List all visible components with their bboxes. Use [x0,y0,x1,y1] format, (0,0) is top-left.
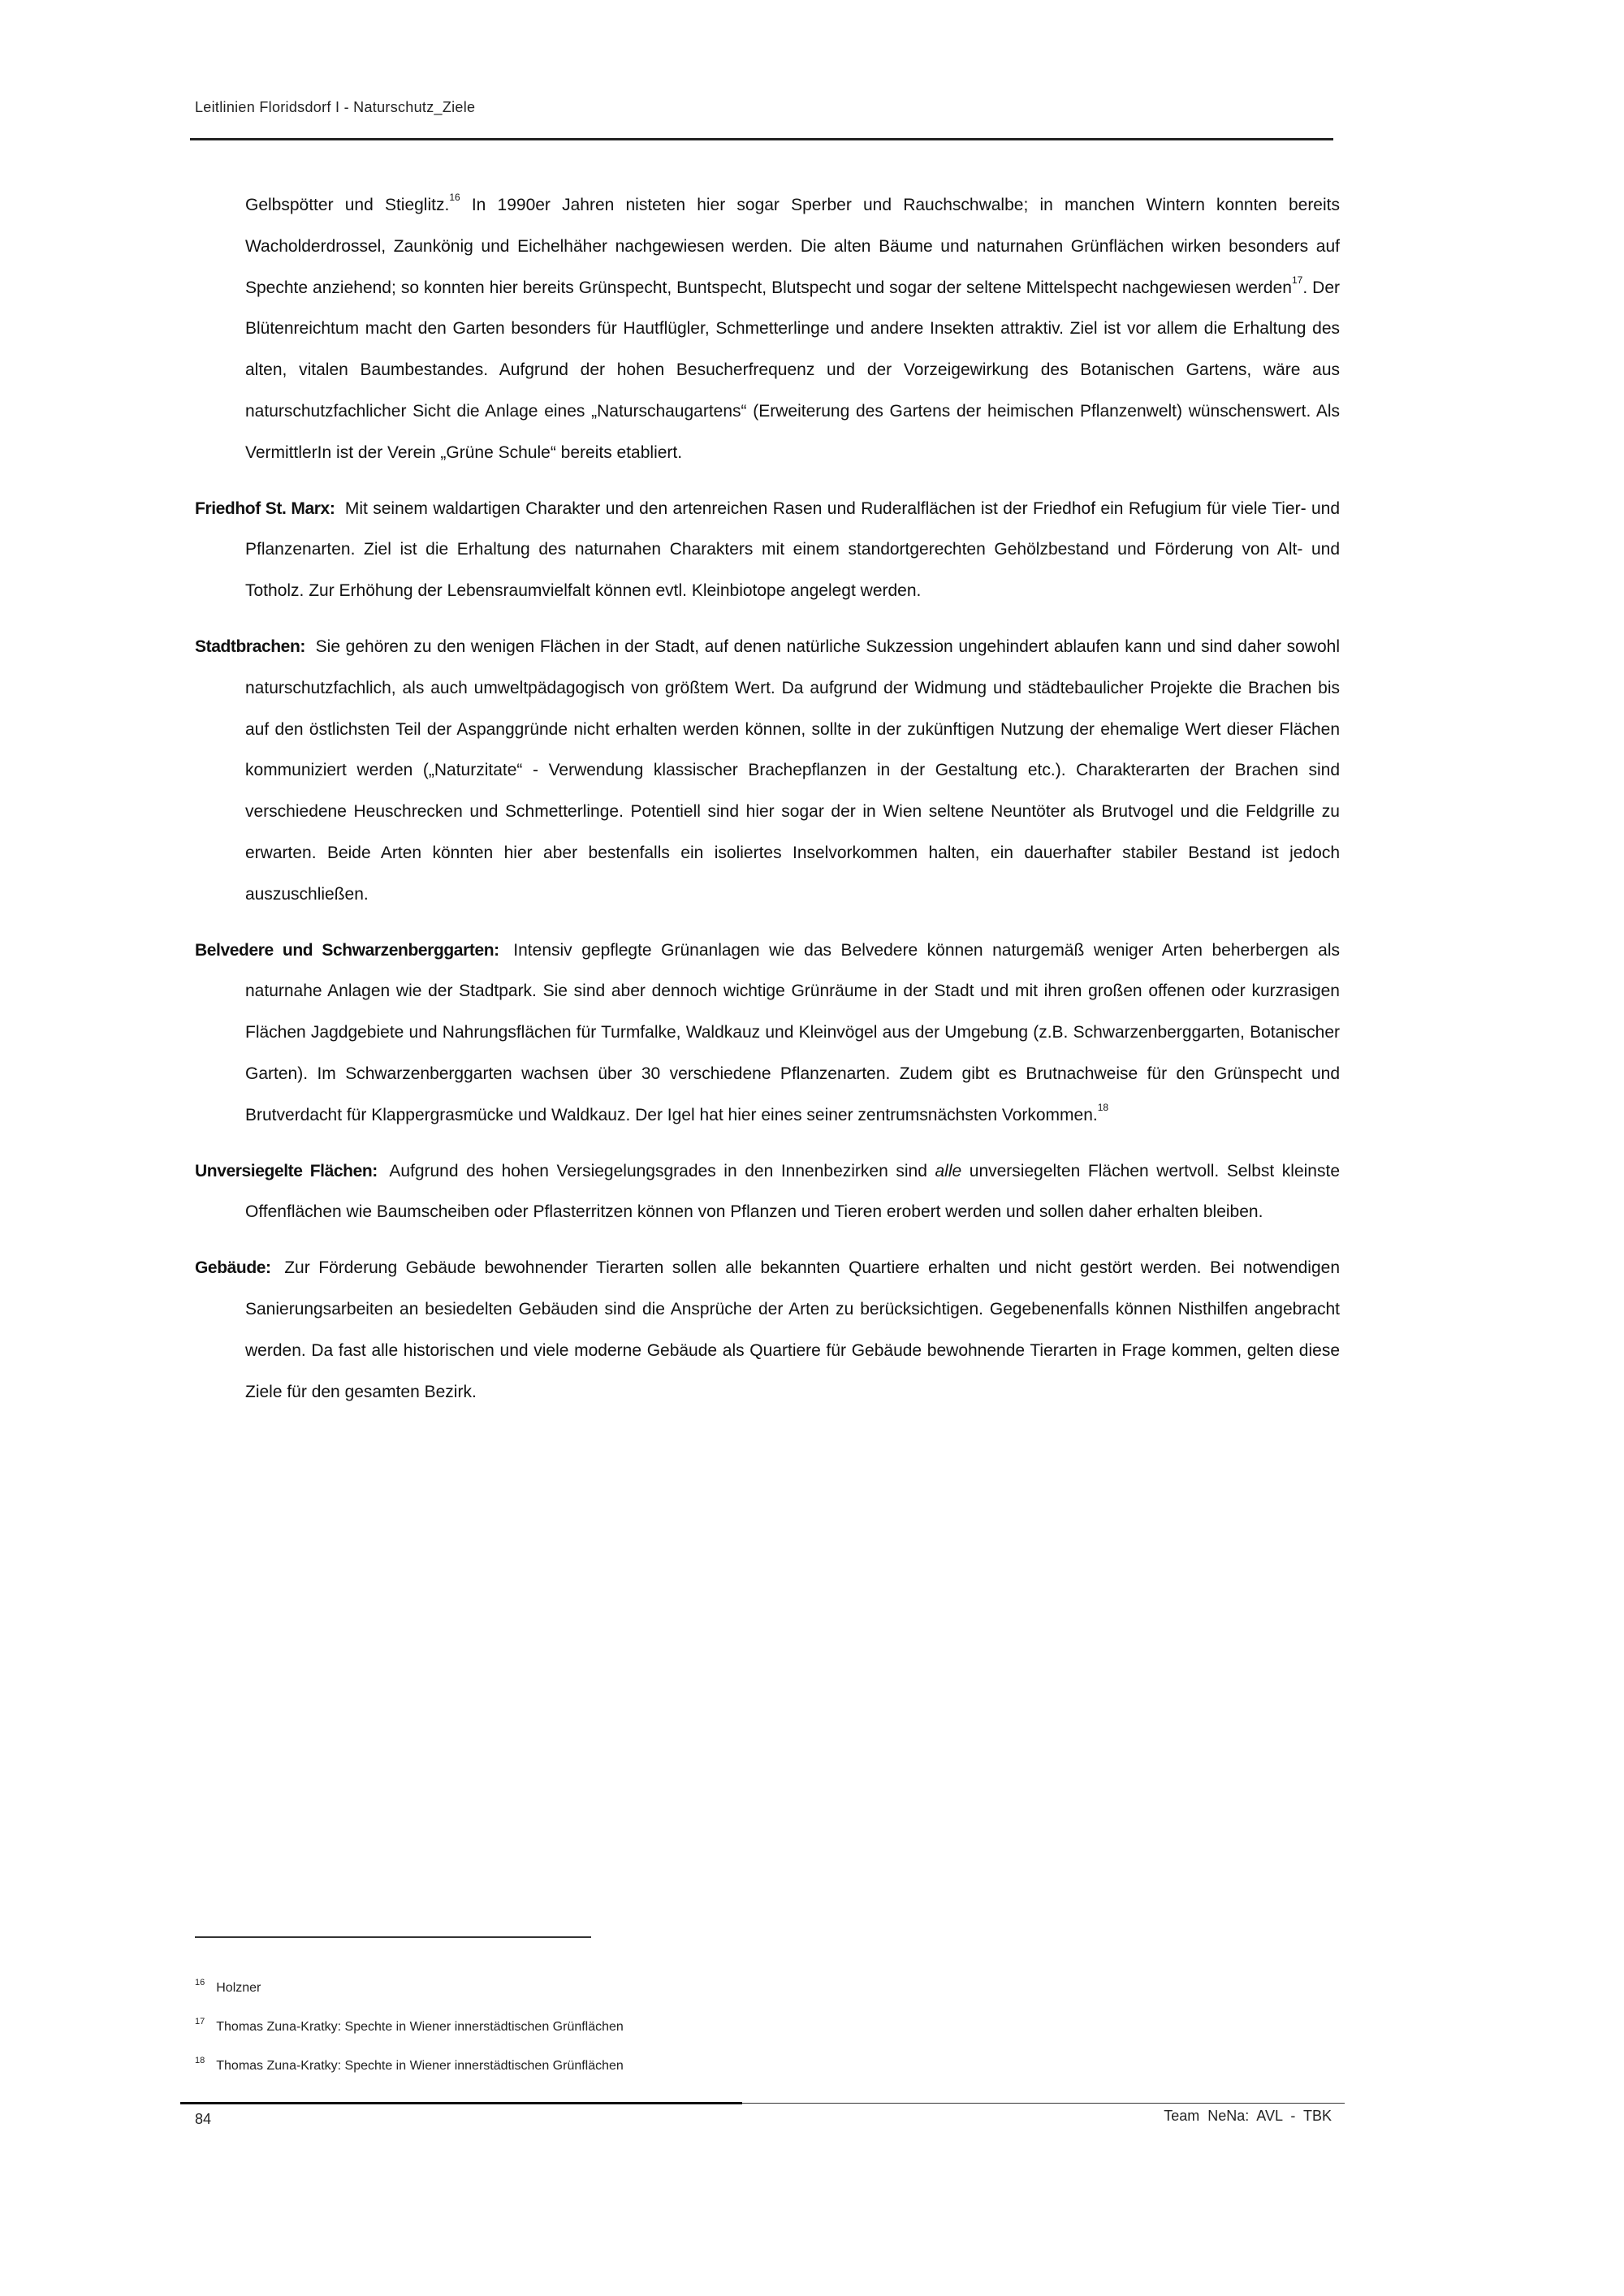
footnote-ref-18[interactable]: 18 [1097,1101,1109,1113]
footnote-separator [195,1936,591,1938]
footnote-text: Holzner [216,1981,261,1995]
footnote-17 [195,2018,926,2057]
footnote-16 [195,1979,926,2018]
footnotes [195,1979,926,2096]
section-lead: Stadtbrachen: [195,637,305,656]
footnote-18 [195,2057,926,2096]
paragraph-text: Mit seinem waldartigen Charakter und den artenreichen Rasen und Ruderalflächen ist der Friedhof ein Refugium für viele Tier- und Pflanzenarten. Ziel ist die Erhaltung des naturnahen Charakters mit einem standortgerechten Gehölzbestand und Förderung von Alt- und Totholz. Zur Erhöhung der Lebensraumvielfalt können evtl. Kleinbiotope angelegt werden. [245,498,1341,601]
body-text [195,185,1340,1427]
emphasis-text: alle [935,1161,962,1180]
paragraph-friedhof-st-marx [195,489,1340,612]
running-header: Leitlinien Floridsdorf I - Naturschutz_Ziele [195,99,476,115]
header-rule [190,138,1333,140]
footnote-number: 17 [195,2017,205,2026]
paragraph-text: unversiegelten Flächen wertvoll. Selbst kleinste Offenflächen wie Baumscheiben oder Pflasterritzen können von Pflanzen und Tieren erobert werden und sollen daher erhalten bleiben. [245,1161,1340,1222]
paragraph-text: Gelbspötter und Stieglitz. [245,196,450,214]
section-lead: Belvedere und Schwarzenberggarten: [195,940,499,960]
paragraph-gebaeude [195,1248,1340,1413]
footnote-number: 18 [195,2056,205,2065]
footnote-ref-17[interactable]: 17 [1291,274,1303,286]
paragraph-text: Aufgrund des hohen Versiegelungsgrades in den Innenbezirken sind [389,1161,935,1180]
paragraph-botanical-garden [195,185,1340,474]
paragraph-belvedere [195,930,1340,1137]
paragraph-text: In 1990er Jahren nisteten hier sogar Sperber und Rauchschwalbe; in manchen Wintern konnten bereits Wacholderdrossel, Zaunkönig und Eichelhäher nachgewiesen werden. Die alten Bäume und naturnahen Grünflächen wirken besonders auf Spechte anziehend; so konnten hier bereits Grünspecht, Buntspecht, Blutspecht und sogar der seltene Mittelspecht nachgewiesen werden [245,196,1340,297]
paragraph-unversiegelte-flaechen [195,1151,1340,1234]
paragraph-stadtbrachen [195,627,1340,916]
footnote-text: Thomas Zuna-Kratky: Spechte in Wiener innerstädtischen Grünflächen [216,2059,624,2073]
footnote-number: 16 [195,1978,205,1987]
paragraph-text: Sie gehören zu den wenigen Flächen in der Stadt, auf denen natürliche Sukzession ungehindert ablaufen kann und sind daher sowohl naturschutzfachlich, als auch umweltpädagogisch von größtem Wert. Da aufgrund der Widmung und städtebaulicher Projekte die Brachen bis auf den östlichsten Teil der Aspanggründe nicht erhalten werden können, sollte in der zukünftigen Nutzung der ehemalige Wert dieser Flächen kommuniziert werden („Naturzitate“ - Verwendung klassischer Brachepflanzen in der Gestaltung etc.). Charakterarten der Brachen sind verschiedene Heuschrecken und Schmetterlinge. Potentiell sind hier sogar der in Wien seltene Neuntöter als Brutvogel und die Feldgrille zu erwarten. Beide Arten könnten hier aber bestenfalls ein isoliertes Inselvorkommen halten, ein dauerhafter stabiler Bestand ist jedoch auszuschließen. [245,637,1340,904]
paragraph-text: Zur Förderung Gebäude bewohnender Tierarten sollen alle bekannten Quartiere erhalten und nicht gestört werden. Bei notwendigen Sanierungsarbeiten an besiedelten Gebäuden sind die Ansprüche der Arten zu berücksichtigen. Gegebenenfalls können Nisthilfen angebracht werden. Da fast alle historischen und viele moderne Gebäude als Quartiere für Gebäude bewohnende Tierarten in Frage kommen, gelten diese Ziele für den gesamten Bezirk. [245,1258,1340,1401]
footer-team: Team NeNa: AVL - TBK [1164,2108,1332,2124]
page-number: 84 [195,2111,212,2127]
section-lead: Friedhof St. Marx: [195,498,335,518]
footer-rule-thin [742,2103,1345,2104]
paragraph-text: . Der Blütenreichtum macht den Garten besonders für Hautflügler, Schmetterlinge und andere Insekten attraktiv. Ziel ist vor allem die Erhaltung des alten, vitalen Baumbestandes. Aufgrund der hohen Besucherfrequenz und der Vorzeigewirkung des Botanischen Gartens, wäre aus naturschutzfachlicher Sicht die Anlage eines „Naturschaugartens“ (Erweiterung des Gartens der heimischen Pflanzenwelt) wünschenswert. Als VermittlerIn ist der Verein „Grüne Schule“ bereits etabliert. [245,278,1341,462]
section-lead: Unversiegelte Flächen: [195,1161,378,1180]
paragraph-text: Intensiv gepflegte Grünanlagen wie das Belvedere können naturgemäß weniger Arten beherbergen als naturnahe Anlagen wie der Stadtpark. Sie sind aber dennoch wichtige Grünräume in der Stadt und mit ihren großen offenen oder kurzrasigen Flächen Jagdgebiete und Nahrungsflächen für Turmfalke, Waldkauz und Kleinvögel aus der Umgebung (z.B. Schwarzenberggarten, Botanischer Garten). Im Schwarzenberggarten wachsen über 30 verschiedene Pflanzenarten. Zudem gibt es Brutnachweise für den Grünspecht und Brutverdacht für Klappergrasmücke und Waldkauz. Der Igel hat hier eines seiner zentrumsnächsten Vorkommen. [245,940,1340,1124]
footnote-ref-16[interactable]: 16 [449,192,460,203]
footer-rule-thick [180,2102,742,2104]
footnote-text: Thomas Zuna-Kratky: Spechte in Wiener innerstädtischen Grünflächen [216,2020,624,2034]
section-lead: Gebäude: [195,1258,271,1278]
